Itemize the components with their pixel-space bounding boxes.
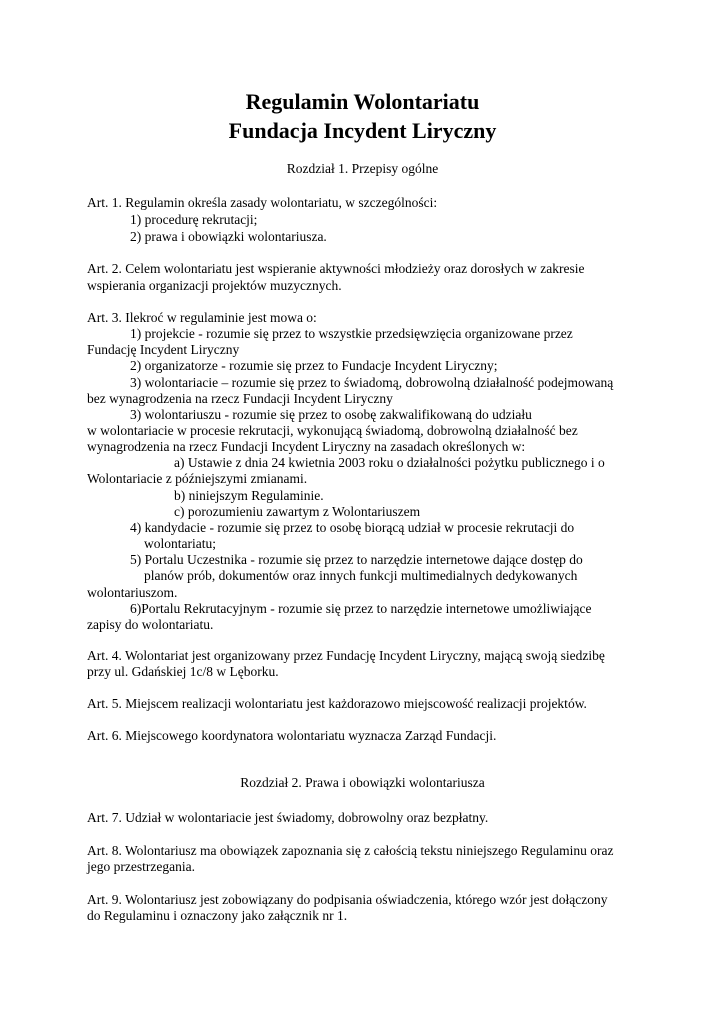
art3-line19: 6)Portalu Rekrutacyjnym - rozumie się przez to narzędzie internetowe umożliwiające	[130, 601, 592, 616]
art3-line12: b) niniejszym Regulaminie.	[174, 488, 324, 503]
art3-line4: 2) organizatorze - rozumie się przez to Fundacje Incydent Liryczny;	[130, 358, 498, 373]
art2-line2: wspierania organizacji projektów muzycznych.	[87, 278, 342, 293]
art6-line1: Art. 6. Miejscowego koordynatora wolontariatu wyznacza Zarząd Fundacji.	[87, 728, 497, 743]
art7-line1: Art. 7. Udział w wolontariacie jest świadomy, dobrowolny oraz bezpłatny.	[87, 810, 489, 825]
art3-line20: zapisy do wolontariatu.	[87, 617, 214, 632]
chapter1-heading: Rozdział 1. Przepisy ogólne	[286, 161, 439, 176]
art3-line15: wolontariatu;	[144, 536, 216, 551]
chapter2-heading: Rozdział 2. Prawa i obowiązki wolontariusza	[240, 775, 485, 790]
document-title-line2: Fundacja Incydent Liryczny	[228, 118, 497, 143]
art9-line2: do Regulaminu i oznaczony jako załącznik nr 1.	[87, 908, 348, 923]
document-title-line1: Regulamin Wolontariatu	[245, 89, 480, 114]
art3-line13: c) porozumieniu zawartym z Wolontariuszem	[174, 504, 421, 519]
art3-line11: Wolontariacie z późniejszymi zmianami.	[87, 471, 308, 486]
art1-line1: Art. 1. Regulamin określa zasady wolontariatu, w szczególności:	[87, 195, 438, 210]
art3-line8: w wolontariacie w procesie rekrutacji, wykonującą świadomą, dobrowolną działalność bez	[87, 423, 578, 438]
art2-line1: Art. 2. Celem wolontariatu jest wspieranie aktywności młodzieży oraz dorosłych w zakresie	[87, 261, 585, 276]
art3-line17: planów prób, dokumentów oraz innych funkcji multimedialnych dedykowanych	[144, 568, 578, 583]
art3-line3: Fundację Incydent Liryczny	[87, 342, 240, 357]
art4-line1: Art. 4. Wolontariat jest organizowany przez Fundację Incydent Liryczny, mającą swoją siedzibę	[87, 648, 605, 663]
art1-line3: 2) prawa i obowiązki wolontariusza.	[130, 229, 327, 244]
art3-line18: wolontariuszom.	[87, 585, 178, 600]
art4-line2: przy ul. Gdańskiej 1c/8 w Lęborku.	[87, 664, 279, 679]
art3-line14: 4) kandydacie - rozumie się przez to osobę biorącą udział w procesie rekrutacji do	[130, 520, 575, 535]
art3-line6: bez wynagrodzenia na rzecz Fundacji Incydent Liryczny	[87, 391, 393, 406]
art8-line2: jego przestrzegania.	[87, 859, 195, 874]
art3-line2: 1) projekcie - rozumie się przez to wszystkie przedsięwzięcia organizowane przez	[130, 326, 573, 341]
art3-line10: a) Ustawie z dnia 24 kwietnia 2003 roku o działalności pożytku publicznego i o	[174, 455, 605, 470]
art9-line1: Art. 9. Wolontariusz jest zobowiązany do podpisania oświadczenia, którego wzór jest dołączony	[87, 892, 608, 907]
art3-line7: 3) wolontariuszu - rozumie się przez to osobę zakwalifikowaną do udziału	[130, 407, 532, 422]
art5-line1: Art. 5. Miejscem realizacji wolontariatu jest każdorazowo miejscowość realizacji projektów.	[87, 696, 587, 711]
art1-line2: 1) procedurę rekrutacji;	[130, 212, 258, 227]
art8-line1: Art. 8. Wolontariusz ma obowiązek zapoznania się z całością tekstu niniejszego Regulaminu oraz	[87, 843, 614, 858]
art3-line16: 5) Portalu Uczestnika - rozumie się przez to narzędzie internetowe dające dostęp do	[130, 552, 583, 567]
art3-line1: Art. 3. Ilekroć w regulaminie jest mowa o:	[87, 310, 317, 325]
art3-line9: wynagrodzenia na rzecz Fundacji Incydent Liryczny na zasadach określonych w:	[87, 439, 526, 454]
art3-line5: 3) wolontariacie – rozumie się przez to świadomą, dobrowolną działalność podejmowaną	[130, 375, 614, 390]
